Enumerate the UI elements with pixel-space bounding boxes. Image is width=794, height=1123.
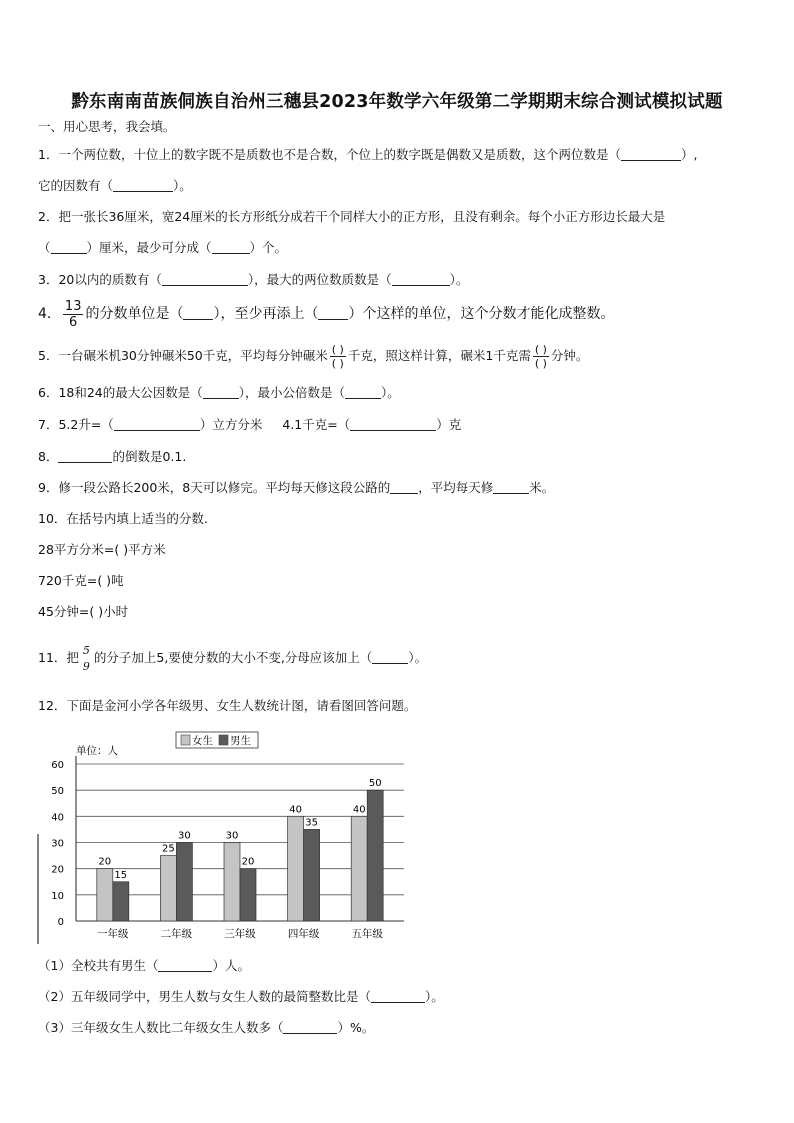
bar-boys: [240, 869, 256, 921]
question-12: 12．下面是金河小学各年级男、女生人数统计图，请看图回答问题。: [38, 698, 417, 713]
question-4-text: 的分数单位是（: [85, 306, 184, 322]
question-number: 4．: [38, 306, 61, 322]
legend-swatch-girls: [181, 735, 190, 745]
paren-open: （: [38, 240, 51, 255]
bar-girls: [160, 856, 176, 921]
question-12-3-text: ）%。: [337, 1020, 375, 1035]
question-3-text: ）。: [449, 272, 469, 287]
fraction-13-6: [63, 299, 84, 330]
question-6-text: ），最小公倍数是（: [238, 385, 346, 400]
fraction-blank[interactable]: [330, 343, 346, 370]
answer-blank[interactable]: [318, 307, 348, 320]
question-9-text: 米。: [529, 480, 555, 495]
question-12-part-1: [38, 957, 250, 975]
question-5: [38, 338, 588, 374]
question-9: [38, 479, 554, 497]
answer-blank[interactable]: [345, 386, 381, 399]
question-7-text: ）克: [436, 417, 462, 432]
answer-blank[interactable]: [162, 273, 248, 286]
bar-value-label: 15: [114, 869, 128, 881]
answer-blank[interactable]: [203, 386, 239, 399]
question-7-text: ）立方分米: [199, 417, 263, 432]
legend-label-boys: 男生: [230, 735, 251, 747]
question-3-text: 3．20以内的质数有（: [38, 272, 162, 287]
question-2-line-1: 2．把一张长36厘米，宽24厘米的长方形纸分成若干个同样大小的正方形，且没有剩余。每个小正方形边长最大是: [38, 209, 666, 224]
bar-value-label: 25: [162, 843, 175, 855]
bar-boys: [304, 829, 320, 921]
question-9-text: 9．修一段公路长200米，8天可以修完。平均每天修这段公路的: [38, 480, 391, 495]
answer-blank[interactable]: [212, 241, 250, 254]
answer-blank[interactable]: [283, 1021, 337, 1034]
x-category-label: 一年级: [97, 928, 129, 940]
question-4-text: ），至少再添上（: [213, 306, 319, 322]
question-3: [38, 271, 468, 289]
denominator: 9: [82, 659, 90, 673]
bar-boys: [176, 843, 192, 922]
question-6-text: 6．18和24的最大公因数是（: [38, 385, 203, 400]
chart-legend: [176, 732, 258, 748]
bar-boys: [113, 882, 129, 921]
numerator-blank: ( ): [534, 343, 547, 356]
answer-blank[interactable]: [371, 990, 425, 1003]
question-5-text: 分钟。: [550, 348, 589, 363]
y-tick-label: 40: [51, 812, 64, 824]
bar-value-label: 50: [368, 778, 382, 790]
answer-blank[interactable]: [114, 418, 200, 431]
question-7: [38, 416, 461, 434]
question-12-3-text: （3）三年级女生人数比二年级女生人数多（: [38, 1020, 284, 1035]
question-9-text: ，平均每天修: [418, 480, 494, 495]
answer-blank[interactable]: [372, 651, 408, 664]
answer-blank[interactable]: [51, 241, 87, 254]
question-12-1-text: ）人。: [212, 958, 250, 973]
numerator: 13: [64, 298, 82, 314]
bar-value-label: 35: [305, 817, 318, 829]
question-11-text: ）。: [408, 650, 428, 665]
question-2-line-2: [38, 239, 287, 257]
question-10-item-a: 28平方分米=( )平方米: [38, 542, 166, 557]
answer-blank[interactable]: [350, 418, 436, 431]
legend-swatch-boys: [219, 735, 228, 745]
question-12-2-text: ）。: [424, 989, 444, 1004]
question-10-item-c: 45分钟=( )小时: [38, 604, 129, 619]
bar-value-label: 40: [352, 804, 366, 816]
denominator-blank: ( ): [331, 357, 344, 370]
denominator: 6: [69, 314, 78, 330]
question-4: [38, 296, 614, 332]
question-number: 11．把: [38, 650, 79, 665]
question-2-text: ）个。: [249, 240, 288, 255]
y-tick-label: 50: [51, 786, 64, 798]
denominator-blank: ( ): [534, 357, 547, 370]
question-8: [38, 448, 186, 466]
question-1-line-1: [38, 146, 697, 164]
x-category-label: 二年级: [160, 928, 193, 940]
question-11: [38, 636, 427, 680]
question-1-text-2: 它的因数有（: [38, 178, 114, 193]
question-10-item-b: 720千克=( )吨: [38, 573, 124, 588]
question-6-text: ）。: [381, 385, 400, 400]
answer-blank[interactable]: [113, 179, 173, 192]
answer-blank[interactable]: [390, 481, 418, 494]
question-1-text: 1．一个两位数，十位上的数字既不是质数也不是合数，个位上的数字既是偶数又是质数，这个两位数是（: [38, 147, 621, 162]
y-tick-label: 20: [51, 864, 64, 876]
legend-label-girls: 女生: [192, 735, 213, 747]
question-12-part-2: [38, 988, 444, 1006]
y-tick-label: 10: [51, 890, 64, 902]
question-5-text: 千克，照这样计算，碾米1千克需: [347, 348, 531, 363]
bar-value-label: 30: [225, 830, 239, 842]
y-tick-label: 60: [51, 760, 64, 771]
bar-value-label: 20: [241, 856, 255, 868]
question-12-1-text: （1）全校共有男生（: [38, 958, 159, 973]
paren-close: ）。: [173, 178, 192, 193]
x-category-label: 五年级: [351, 928, 383, 940]
bar-girls: [224, 843, 240, 922]
question-11-text: 的分子加上5,要使分数的大小不变,分母应该加上（: [93, 650, 373, 665]
answer-blank[interactable]: [392, 273, 450, 286]
y-tick-label: 0: [57, 917, 64, 928]
x-category-label: 三年级: [224, 928, 256, 940]
bar-value-label: 40: [289, 804, 302, 816]
question-4-text: ）个这样的单位，这个分数才能化成整数。: [348, 306, 615, 322]
y-tick-label: 30: [51, 838, 64, 850]
answer-blank[interactable]: [621, 148, 681, 161]
question-8-text: 的倒数是0.1.: [112, 449, 187, 464]
bar-value-label: 20: [98, 856, 112, 868]
answer-blank[interactable]: [58, 450, 112, 463]
answer-blank[interactable]: [183, 307, 213, 320]
question-2-text: ）厘米，最少可分成（: [86, 240, 212, 255]
bar-girls: [97, 869, 113, 921]
bar-chart: [36, 724, 416, 946]
question-1-line-2: [38, 177, 192, 195]
bar-girls: [288, 816, 304, 921]
bar-girls: [351, 816, 367, 921]
chart-unit-label: 单位：人: [76, 745, 118, 757]
fraction-5-9: [81, 643, 92, 675]
fraction-blank[interactable]: [533, 343, 549, 370]
question-12-2-text: （2）五年级同学中，男生人数与女生人数的最简整数比是（: [38, 989, 371, 1004]
question-5-text: 5．一台碾米机30分钟碾米50千克，平均每分钟碾米: [38, 348, 328, 363]
page-title: 黔东南南苗族侗族自治州三穗县2023年数学六年级第二学期期末综合测试模拟试题: [71, 92, 723, 112]
paren-close: ）,: [680, 147, 698, 162]
question-number: 8．: [38, 449, 59, 464]
question-6: [38, 384, 400, 402]
question-7-text: 7．5.2升=（: [38, 417, 114, 432]
question-7-text: 4.1千克=（: [282, 417, 351, 432]
section-heading: 一、用心思考，我会填。: [38, 119, 176, 134]
bar-boys: [367, 790, 383, 921]
answer-blank[interactable]: [493, 481, 529, 494]
answer-blank[interactable]: [158, 959, 212, 972]
numerator-blank: ( ): [331, 343, 344, 356]
bar-value-label: 30: [178, 830, 191, 842]
x-category-label: 四年级: [287, 928, 320, 940]
question-12-part-3: [38, 1019, 374, 1037]
question-3-text: ），最大的两位数质数是（: [247, 272, 392, 287]
numerator: 5: [82, 643, 90, 657]
question-10: 10．在括号内填上适当的分数.: [38, 511, 208, 526]
